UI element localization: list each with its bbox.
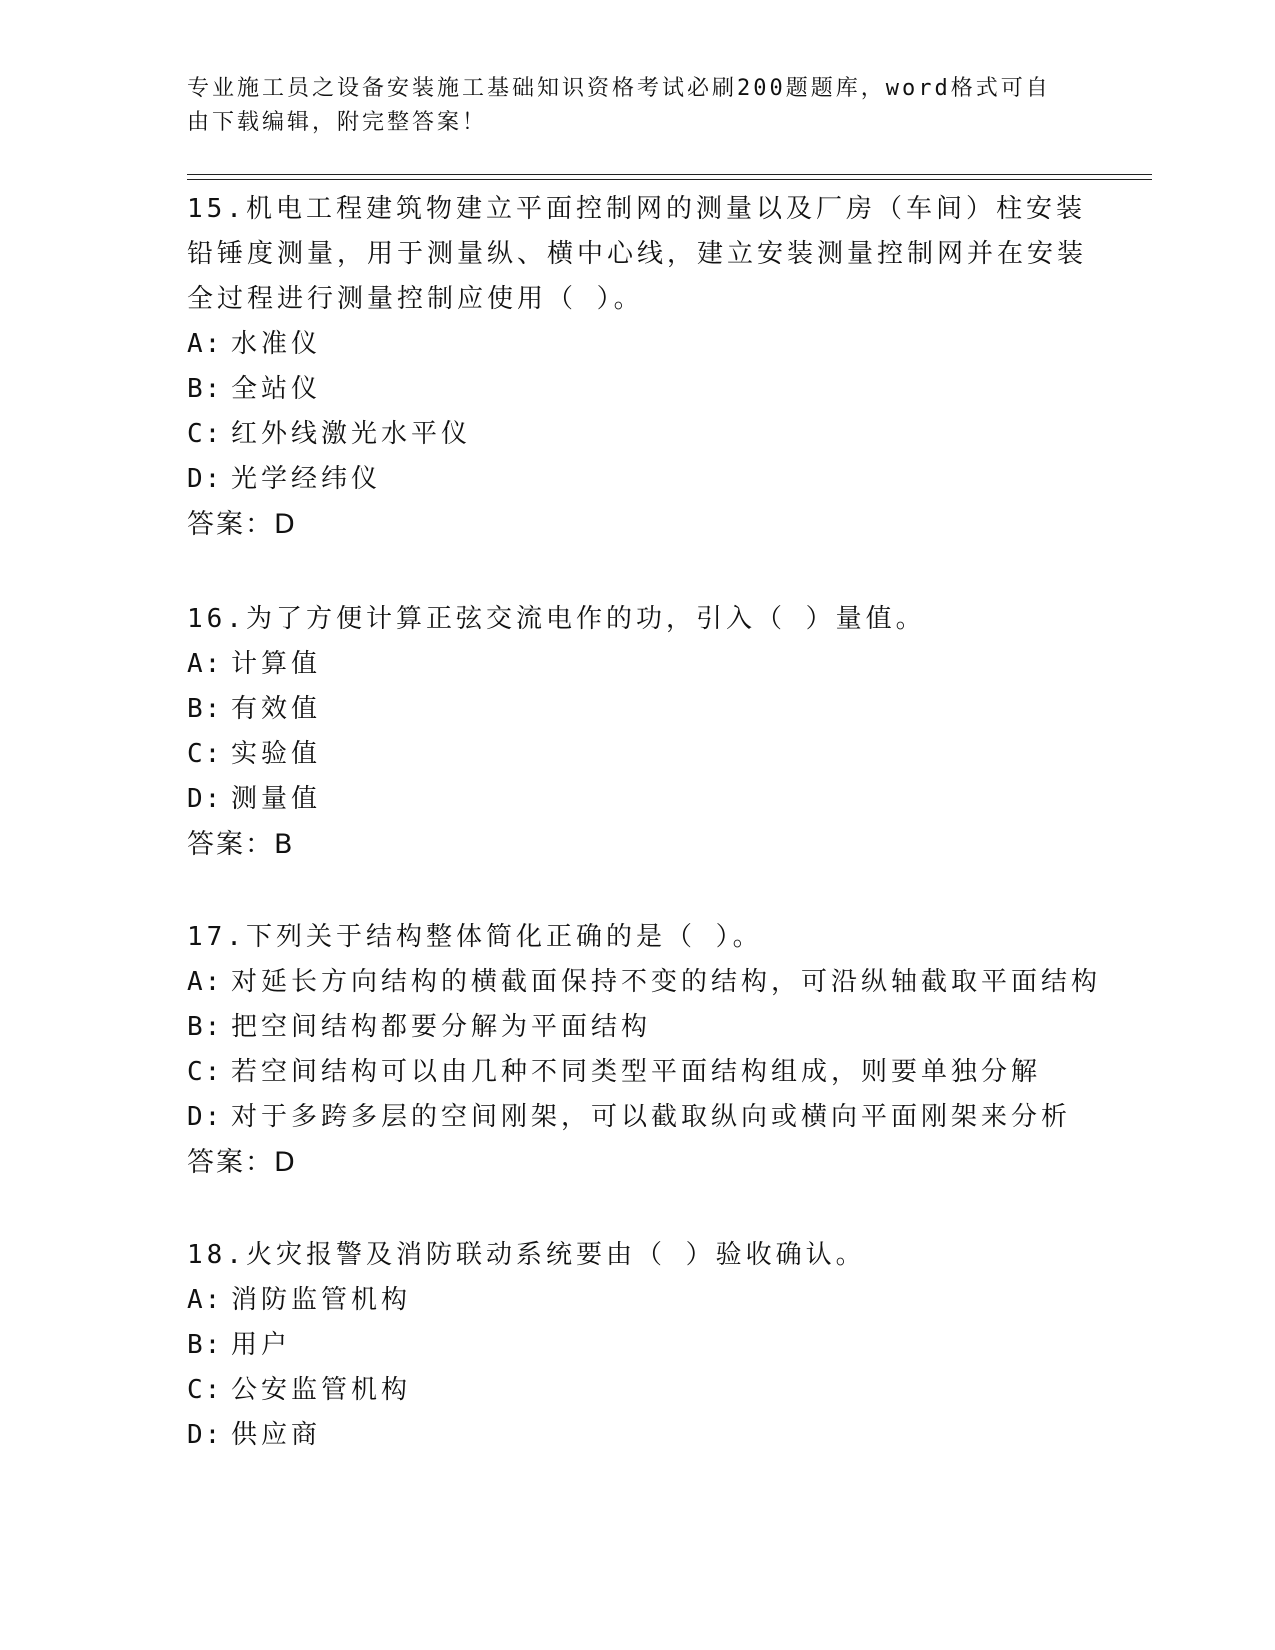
option-letter: B:: [187, 694, 223, 724]
option-text: 公安监管机构: [231, 1375, 412, 1405]
question-stem: 18.火灾报警及消防联动系统要由（ ）验收确认。: [187, 1240, 866, 1270]
option-letter: D:: [187, 784, 223, 814]
option-letter: C:: [187, 419, 223, 449]
option-b: [187, 1005, 1087, 1050]
option-letter: B:: [187, 374, 223, 404]
question-stem: 15.机电工程建筑物建立平面控制网的测量以及厂房（车间）柱安装铅锤度测量，用于测量纵、横中心线，建立安装测量控制网并在安装全过程进行测量控制应使用（ ）。: [187, 194, 1088, 314]
option-letter: C:: [187, 1057, 223, 1087]
option-d: [187, 457, 1087, 502]
answer-line: 答案：B: [187, 829, 295, 860]
option-b: [187, 367, 1087, 412]
option-text: 消防监管机构: [231, 1285, 412, 1315]
option-b: [187, 1323, 1087, 1368]
question-17: [187, 915, 1102, 1185]
option-a: [187, 1278, 1087, 1323]
question-18: [187, 1233, 1087, 1458]
option-letter: C:: [187, 739, 223, 769]
document-header: 专业施工员之设备安装施工基础知识资格考试必刷200题题库，word格式可自由下载编辑，附完整答案！: [187, 76, 1051, 135]
option-letter: A:: [187, 649, 223, 679]
option-text: 把空间结构都要分解为平面结构: [231, 1012, 652, 1042]
option-c: [187, 412, 1087, 457]
option-text: 红外线激光水平仪: [231, 419, 472, 449]
option-text: 测量值: [231, 784, 322, 814]
option-letter: B:: [187, 1330, 223, 1360]
option-text: 实验值: [231, 739, 322, 769]
option-text: 全站仪: [231, 374, 322, 404]
question-stem: 17.下列关于结构整体简化正确的是（ ）。: [187, 922, 763, 952]
answer-line: 答案：D: [187, 1147, 297, 1178]
question-15: [187, 187, 1087, 547]
option-text: 供应商: [231, 1420, 322, 1450]
option-letter: A:: [187, 967, 223, 997]
option-text: 若空间结构可以由几种不同类型平面结构组成，则要单独分解: [231, 1057, 1042, 1087]
question-16: [187, 597, 1087, 867]
option-text: 光学经纬仪: [231, 464, 382, 494]
question-stem: 16.为了方便计算正弦交流电作的功，引入（ ）量值。: [187, 604, 926, 634]
option-letter: D:: [187, 464, 223, 494]
option-text: 水准仪: [231, 329, 322, 359]
option-c: [187, 1050, 1087, 1095]
option-letter: A:: [187, 1285, 223, 1315]
header-divider-top: [187, 174, 1152, 175]
option-letter: D:: [187, 1420, 223, 1450]
option-a: [187, 322, 1087, 367]
option-letter: A:: [187, 329, 223, 359]
option-text: 对延长方向结构的横截面保持不变的结构，可沿纵轴截取平面结构: [231, 967, 1102, 997]
option-d: [187, 1413, 1087, 1458]
option-d: [187, 777, 1087, 822]
option-letter: B:: [187, 1012, 223, 1042]
option-b: [187, 687, 1087, 732]
header-divider-bottom: [187, 179, 1152, 180]
option-c: [187, 1368, 1087, 1413]
option-a: [187, 642, 1087, 687]
option-c: [187, 732, 1087, 777]
option-d: [187, 1095, 1087, 1140]
option-letter: D:: [187, 1102, 223, 1132]
answer-line: 答案：D: [187, 509, 297, 540]
option-text: 对于多跨多层的空间刚架，可以截取纵向或横向平面刚架来分析: [231, 1102, 1072, 1132]
option-text: 有效值: [231, 694, 322, 724]
option-text: 用户: [231, 1330, 292, 1360]
option-a: [187, 960, 1102, 1005]
option-text: 计算值: [231, 649, 322, 679]
option-letter: C:: [187, 1375, 223, 1405]
